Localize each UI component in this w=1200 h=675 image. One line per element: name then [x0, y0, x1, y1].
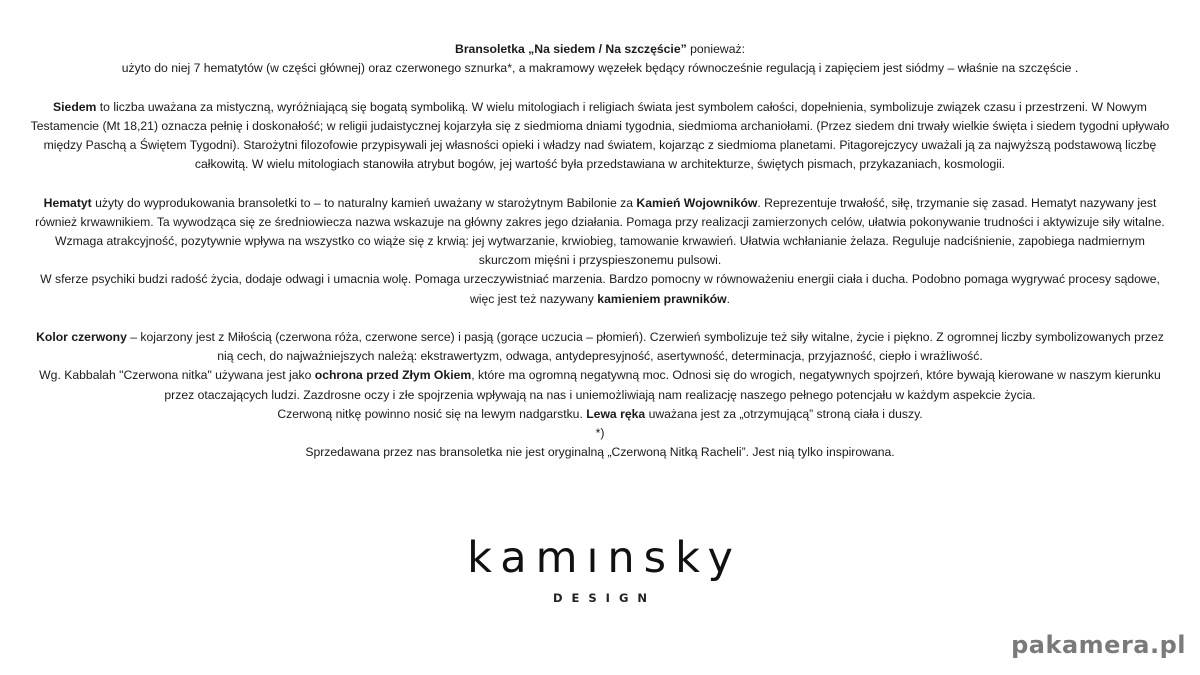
kolor-heading: Kolor czerwony	[36, 330, 127, 344]
hematyt-paragraph-2	[28, 270, 1172, 308]
intro-title-bold: Bransoletka „Na siedem / Na szczęście”	[455, 42, 687, 56]
kolor-text-2: Wg. Kabbalah "Czerwona nitka" używana jest jako	[39, 368, 315, 383]
hematyt-text-4: .	[726, 291, 731, 306]
kolor-text-3: , które ma ogromną negatywną moc. Odnosi się do wrogich, negatywnych spojrzeń, które bywają kierowane w naszym kierunku przez otaczających ludzi. Zazdrosne oczy i złe spojrzenia wpływają na nas i uniemożliwiają nam realizację naszego pełnego potencjału w każdym aspekcie życia.	[164, 368, 1161, 402]
hematyt-text-1: użyty do wyprodukowania bransoletki to – to naturalny kamień uważany w starożytnym Babilonie za	[91, 195, 637, 210]
kabbalah-paragraph	[28, 366, 1172, 404]
footnote-marker: *)	[595, 426, 605, 441]
footnote-text: Sprzedawana przez nas bransoletka nie jest oryginalną „Czerwoną Nitką Racheli”. Jest nią tylko inspirowana.	[305, 445, 895, 460]
siedem-heading: Siedem	[53, 99, 97, 114]
intro-title-rest: ponieważ:	[686, 42, 745, 56]
siedem-paragraph	[28, 98, 1172, 175]
hematyt-text-2: . Reprezentuje trwałość, siłę, trzymanie się zasad. Hematyt nazywany jest również krwawnikiem. Ta wywodząca się ze średniowiecza nazwa wskazuje na główny zakres jego działania. Pomaga przy realizacji zamierzonych celów, ułatwia pokonywanie trudności i aktywizuje siły witalne. Wzmaga atrakcyjność, pozytywnie wpływa na wszystko co wiąże się z krwią: jej wytwarzanie, krwiobieg, tamowanie krwawień. Ułatwia wchłanianie żelaza. Reguluje nadciśnienie, zapobiega nadmiernym skurczom mięśni i przyspieszonemu pulsowi.	[35, 195, 1165, 268]
kolor-text-4: Czerwoną nitkę powinno nosić się na lewym nadgarstku.	[277, 406, 587, 421]
kolor-bold-3: Lewa ręka	[586, 406, 646, 421]
left-hand-paragraph	[28, 405, 1172, 424]
siedem-text: to liczba uważana za mistyczną, wyróżniającą się bogatą symboliką. W wielu mitologiach i religiach świata jest symbolem całości, dopełnienia, symbolizuje związek czasu i przestrzeni. W Nowym Testamencie (Mt 18,21) oznacza pełnię i doskonałość; w religii judaistycznej kojarzyła się z siedmioma dniami tygodnia, siedmioma archaniołami. (Przez siedem dni trwały wielkie święta i siedem tygodni upływało między Paschą a Świętem Tygodni). Starożytni filozofowie przypisywali jej własności opieki i władzy nad światem, kojarząc z siedmioma planetami. Pitagorejczycy uważali ją za najwyższą podstawową liczbę całkowitą. W wielu mitologiach stanowiła atrybut bogów, jej wartość była przedstawiana w architekturze, świętych pismach, przykazaniach, kosmologii.	[30, 99, 1170, 172]
logo-wordmark: kamınsky	[467, 533, 742, 583]
description-text	[28, 40, 1172, 462]
hematyt-text-3: W sferze psychiki budzi radość życia, dodaje odwagi i umacnia wolę. Pomaga urzeczywistniać marzenia. Bardzo pomocny w równoważeniu energii ciała i ducha. Podobno pomaga wygrywać procesy sądowe, więc jest też nazywany	[40, 272, 1160, 306]
kolor-bold-2: ochrona przed Złym Okiem	[314, 368, 472, 383]
kaminsky-design-logo	[400, 532, 800, 605]
hematyt-bold-2: Kamień Wojowników	[636, 195, 758, 210]
kolor-paragraph	[28, 328, 1172, 366]
hematyt-heading: Hematyt	[43, 195, 92, 210]
kolor-text-5: uważana jest za „otrzymującą” stroną ciała i duszy.	[645, 406, 923, 421]
hematyt-bold-3: kamieniem prawników	[597, 291, 727, 306]
pakamera-watermark: pakamera.pl	[1011, 631, 1186, 659]
intro-title-line	[28, 40, 1172, 59]
kolor-text-1: – kojarzony jest z Miłością (czerwona róża, czerwone serce) i pasją (gorące uczucia – płomień). Czerwień symbolizuje też siły witalne, życie i piękno. Z ogromnej liczby symbolizowanych przez nią cech, do najważniejszych należą: ekstrawertyzm, odwaga, antydepresyjność, asertywność, determinacja, przyjazność, ciepło i wrażliwość.	[126, 330, 1164, 364]
hematyt-paragraph	[28, 194, 1172, 271]
intro-line: użyto do niej 7 hematytów (w części głównej) oraz czerwonego sznurka*, a makramowy węzełek będący równocześnie regulacją i zapięciem jest siódmy – właśnie na szczęście .	[121, 61, 1079, 76]
logo-subtitle: DESIGN	[552, 591, 657, 605]
